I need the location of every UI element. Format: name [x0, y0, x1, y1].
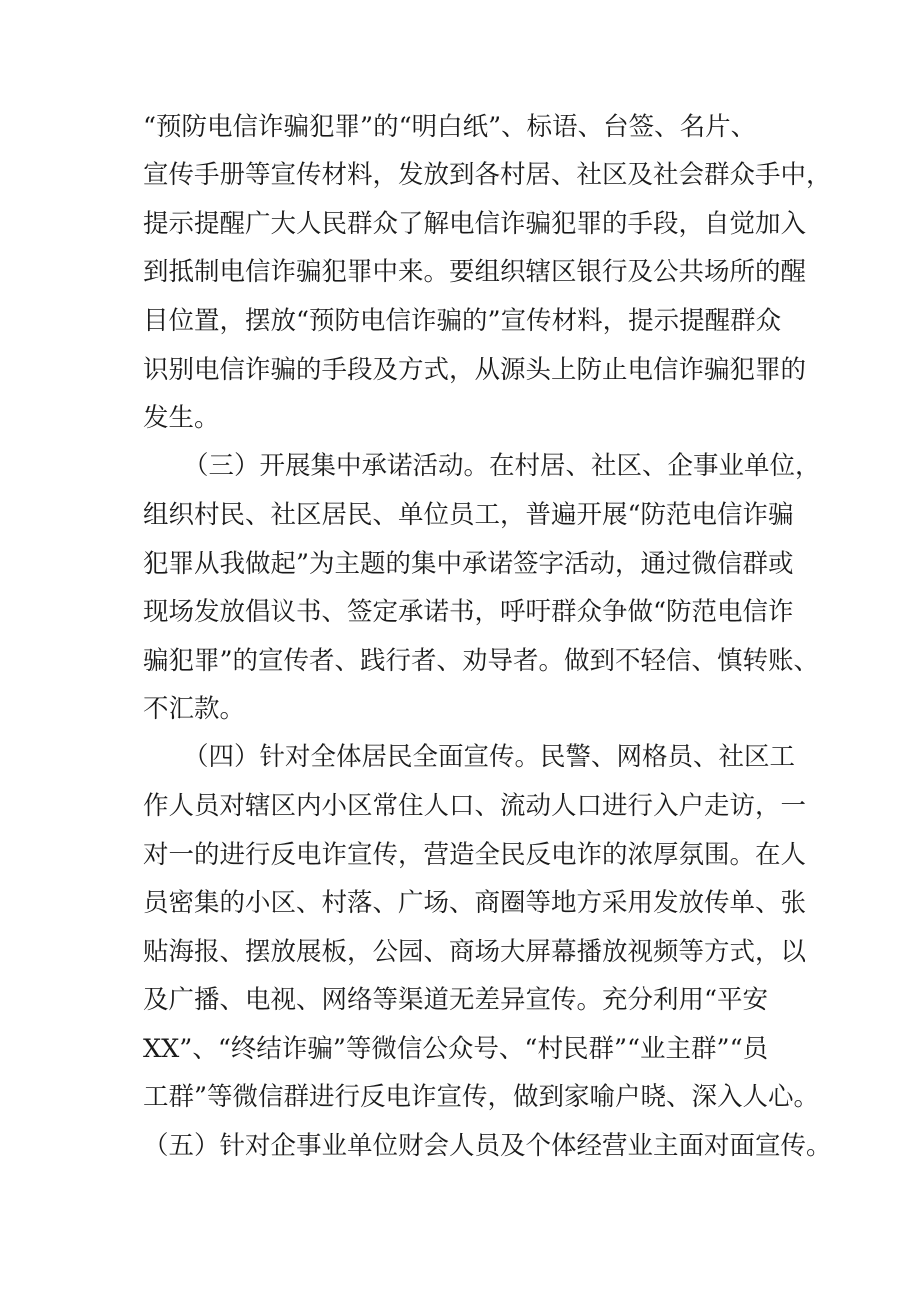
text-line-17: 员密集的小区、村落、广场、商圈等地方采用发放传单、张 — [143, 888, 807, 918]
text-line-7: 发生。 — [143, 403, 220, 433]
text-line-4: 到抵制电信诈骗犯罪中来。要组织辖区银行及公共场所的醒 — [143, 257, 807, 287]
text-line-20: XX”、“终结诈骗”等微信公众号、“村民群”“业主群”“员 — [143, 1034, 769, 1064]
text-line-19: 及广播、电视、网络等渠道无差异宣传。充分利用“平安 — [143, 985, 769, 1015]
text-line-13: 不汇款。 — [143, 694, 246, 724]
text-line-22: （五）针对企事业单位财会人员及个体经营业主面对面宣传。 — [143, 1131, 832, 1161]
text-line-10: 犯罪从我做起”为主题的集中承诺签字活动，通过微信群或 — [143, 549, 794, 579]
text-line-1: “预防电信诈骗犯罪”的“明白纸”、标语、台签、名片、 — [143, 112, 757, 142]
text-line-21: 工群”等微信群进行反电诈宣传，做到家喻户晓、深入人心。 — [143, 1082, 820, 1112]
text-line-12: 骗犯罪”的宣传者、践行者、劝导者。做到不轻信、慎转账、 — [143, 646, 820, 676]
text-line-5: 目位置，摆放“预防电信诈骗的”宣传材料，提示提醒群众 — [143, 306, 782, 336]
text-line-14: （四）针对全体居民全面宣传。民警、网格员、社区工 — [183, 742, 796, 772]
text-line-11: 现场发放倡议书、签定承诺书，呼吁群众争做“防范电信诈 — [143, 597, 794, 627]
text-line-9: 组织村民、社区居民、单位员工，普遍开展“防范电信诈骗 — [143, 500, 794, 530]
text-line-8: （三）开展集中承诺活动。在村居、社区、企事业单位， — [183, 451, 821, 481]
text-line-15: 作人员对辖区内小区常住人口、流动人口进行入户走访，一 — [143, 791, 807, 821]
text-line-2: 宣传手册等宣传材料，发放到各村居、社区及社会群众手中， — [143, 160, 832, 190]
text-line-3: 提示提醒广大人民群众了解电信诈骗犯罪的手段，自觉加入 — [143, 209, 807, 239]
text-line-16: 对一的进行反电诈宣传，营造全民反电诈的浓厚氛围。在人 — [143, 840, 807, 870]
text-line-6: 识别电信诈骗的手段及方式，从源头上防止电信诈骗犯罪的 — [143, 355, 807, 385]
text-line-18: 贴海报、摆放展板，公园、商场大屏幕播放视频等方式，以 — [143, 937, 807, 967]
